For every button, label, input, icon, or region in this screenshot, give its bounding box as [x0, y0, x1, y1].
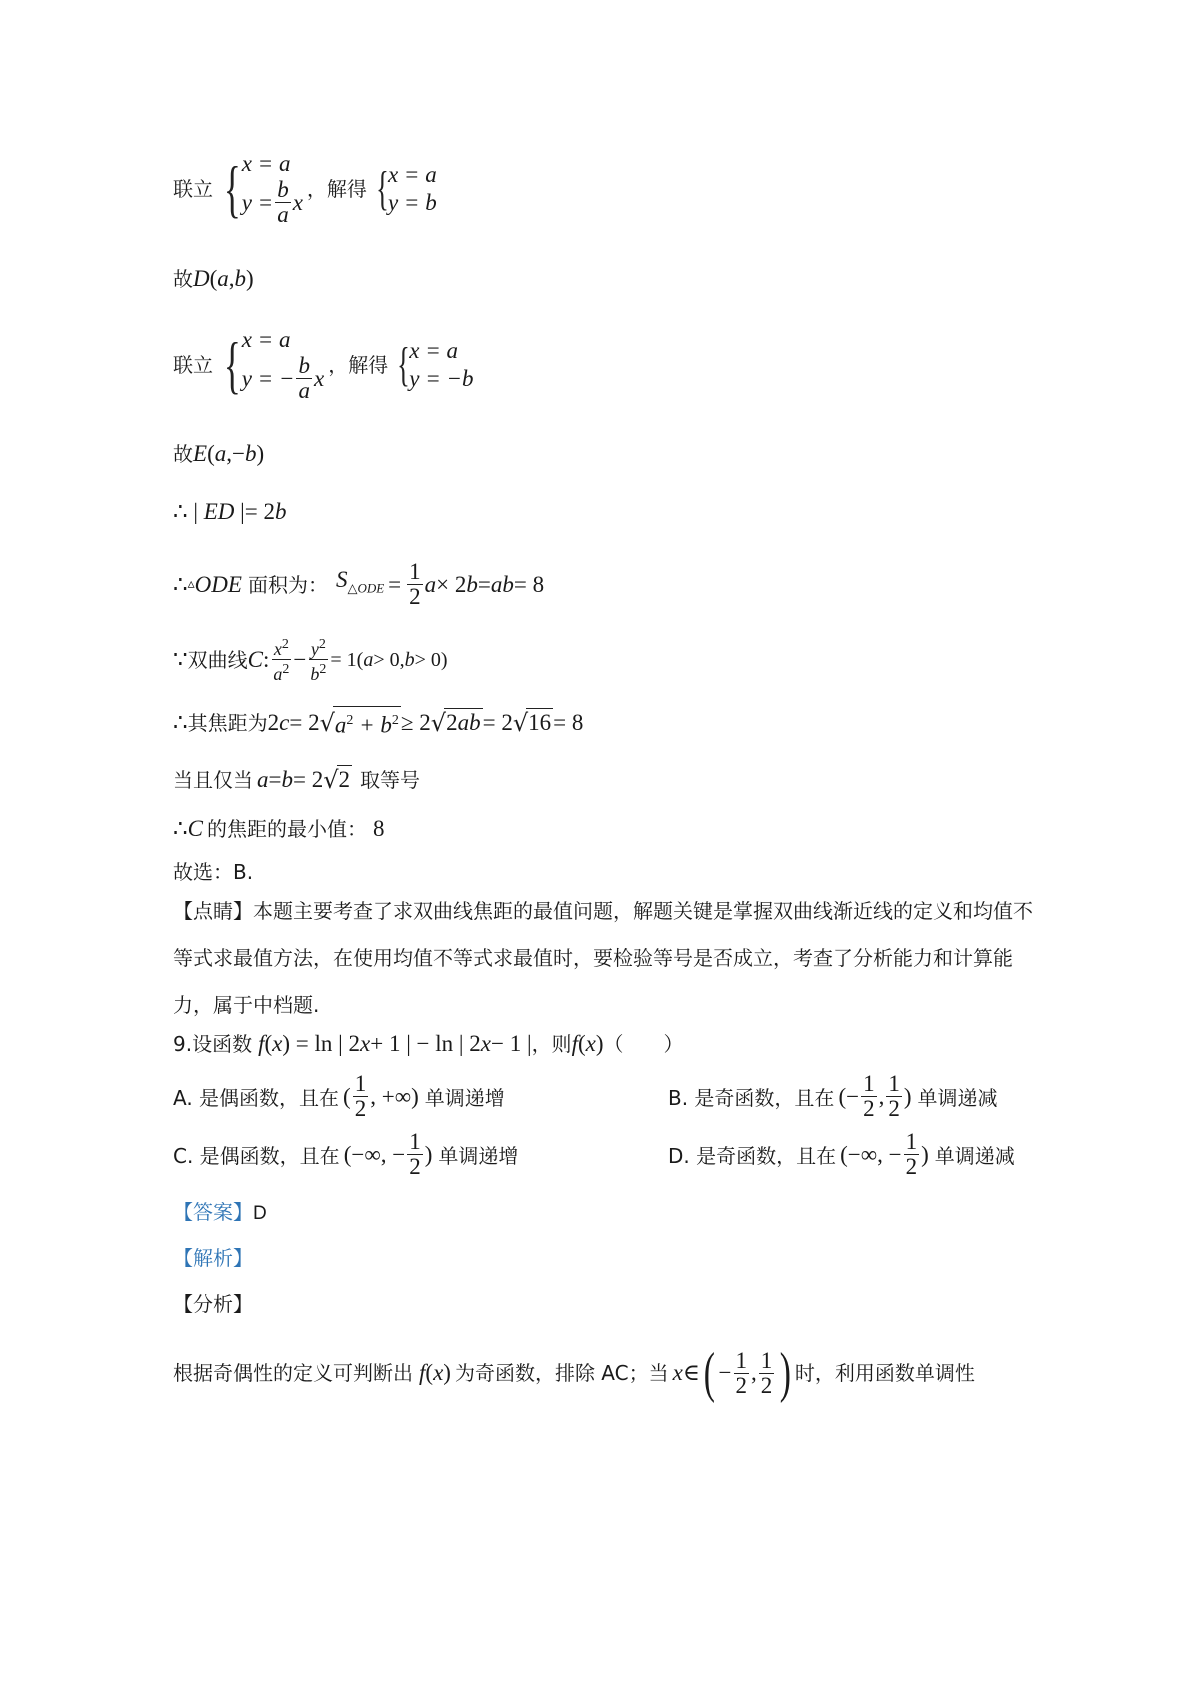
point-E: 故E(a,−b)	[173, 441, 265, 466]
dianjing-title: 【点睛】	[173, 899, 253, 923]
question-9: 9.设函数 f ( x ) = ln | 2 x + 1 | − ln | 2 x − 1 | ，则 f ( x ) （ ）	[173, 1031, 684, 1056]
length-ED: ∴ | ED |= 2b	[173, 499, 287, 524]
system-solve-D: 联立 { x = a y = $\frac{b}{a}$ x ， 解得 { x = a y = b	[173, 151, 437, 227]
label-lianli: 联立	[173, 176, 213, 201]
answer-value: D	[253, 1203, 267, 1224]
focal-distance: ∴ 其焦距为 2 c = 2 √ $a^2 + b^2$ ≥ 2 √ 2ab = 2 √ 16 = 8	[173, 706, 583, 740]
answer-line	[173, 1198, 267, 1228]
area-ODE: ∴ ▵ ODE 面积为： $S_{\triangle ODE}$ = $\frac{1}{2}$ a × 2 b = ab = 8	[173, 559, 545, 609]
point-D: 故D(a,b)	[173, 266, 254, 291]
choose-B: 故选：B.	[173, 860, 254, 884]
hyperbola-equation: ∵ 双曲线 C : $\frac{x^2}{a^2}$ − $\frac{y^2}{b^2}$ = 1( a > 0, b > 0)	[173, 637, 448, 684]
equality-condition: 当且仅当 a = b = 2 √ 2 取等号	[173, 765, 421, 794]
option-B[interactable]: B. 是奇函数，且在 (− $\frac{1}{2}$ , $\frac{1}{2}$ ) 单调递减	[668, 1071, 998, 1121]
dianjing-paragraph	[173, 888, 1033, 1029]
dianjing-text: 本题主要考查了求双曲线焦距的最值问题，解题关键是掌握双曲线渐近线的定义和均值不等式求最值方法，在使用均值不等式求最值时，要检验等号是否成立，考查了分析能力和计算能力，属于中档题.	[173, 899, 1033, 1017]
fenxi-tag: 【分析】	[173, 1292, 253, 1316]
jiexi-tag: 【解析】	[173, 1246, 253, 1270]
label-jiede: 解得	[326, 176, 367, 201]
min-focal-distance: ∴ C 的焦距的最小值： 8	[173, 816, 385, 841]
system-solve-E: 联立 { x = a y = − $\frac{b}{a}$ x ， 解得 { x = a y = −b	[173, 327, 474, 403]
solution-1: { x = a y = b	[376, 161, 437, 215]
system-1: { x = a y = $\frac{b}{a}$ x	[223, 151, 303, 227]
option-C[interactable]: C. 是偶函数，且在 (−∞, − $\frac{1}{2}$ ) 单调递增	[173, 1129, 519, 1179]
analysis-line: 根据奇偶性的定义可判断出 f ( x ) 为奇函数，排除 AC；当 x ∈ ( − $\frac{1}{2}$ , $\frac{1}{2}$ ) 时，利用函数单调性	[173, 1342, 975, 1404]
option-D[interactable]: D. 是奇函数，且在 (−∞, − $\frac{1}{2}$ ) 单调递减	[668, 1129, 1015, 1179]
left-brace: {	[223, 152, 241, 224]
answer-tag: 【答案】	[173, 1200, 253, 1224]
option-A[interactable]: A. 是偶函数，且在 ( $\frac{1}{2}$ , +∞) 单调递增	[173, 1071, 505, 1121]
